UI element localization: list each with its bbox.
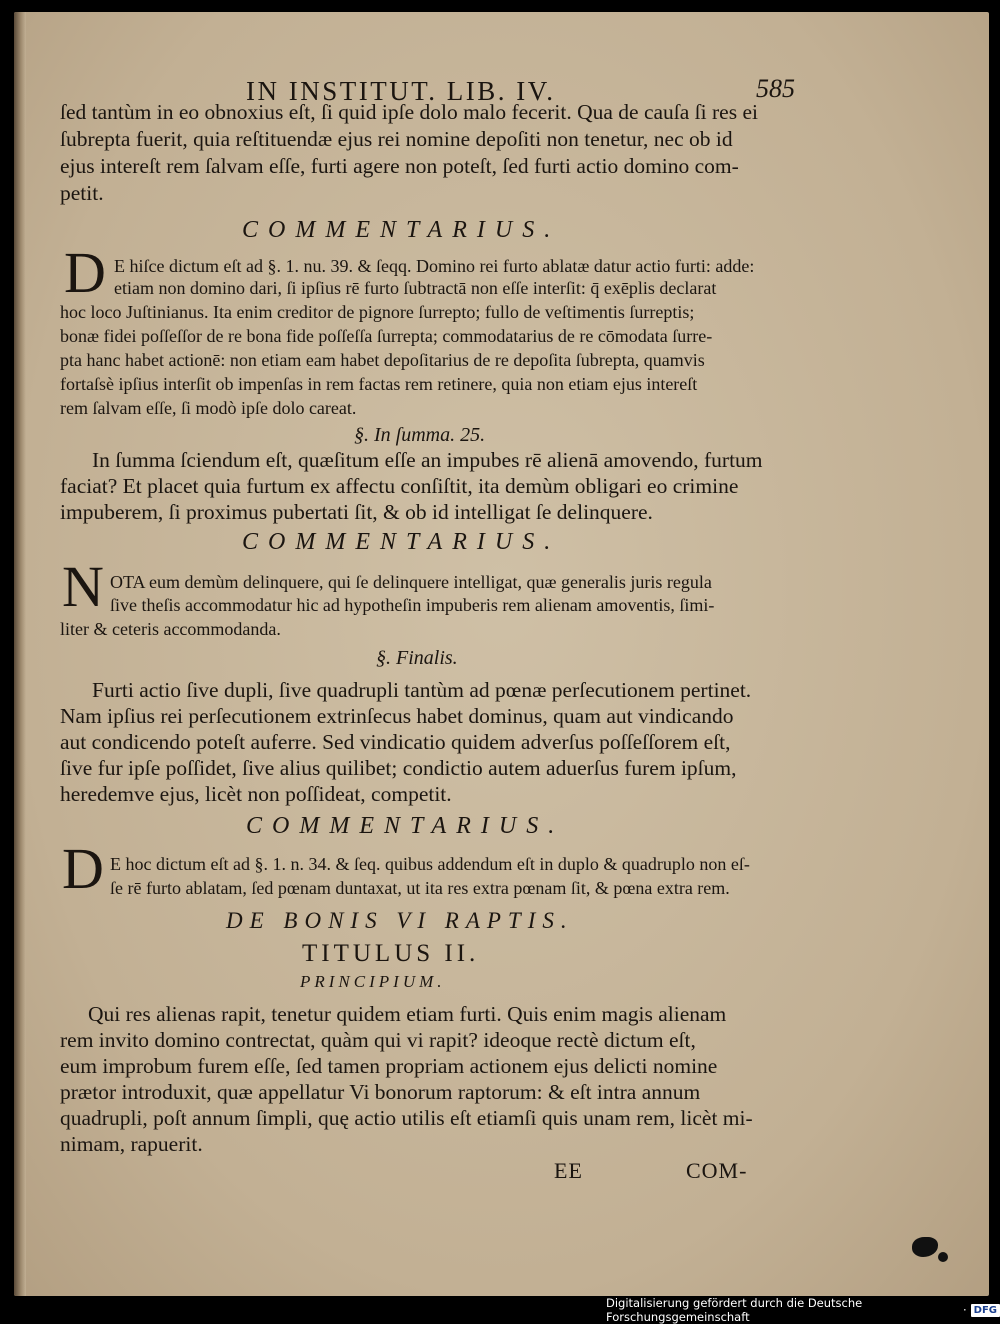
text-line: Qui res alienas rapit, tenetur quidem etiam furti. Quis enim magis alienam (88, 1002, 727, 1026)
catchword: COM- (686, 1158, 748, 1183)
text-line: aut condicendo poteſt auferre. Sed vindicatio quidem adverſus poſſeſſorem eſt, (60, 730, 731, 754)
page-spine-shadow (14, 12, 26, 1296)
text-line: liter & ceteris accommodanda. (60, 619, 281, 639)
text-line: ſe rē furto ablatam, ſed pœnam duntaxat, ut ita res extra pœnam ſit, & pœna extra rem. (110, 878, 730, 898)
footer-credit: Digitalisierung gefördert durch die Deutsche Forschungsgemeinschaft (606, 1296, 863, 1324)
text-line: heredemve ejus, licèt non poſſideat, competit. (60, 782, 452, 806)
text-line: impuberem, ſi proximus pubertati ſit, & ob id intelligat ſe delinquere. (60, 500, 653, 524)
drop-cap: N (62, 554, 104, 619)
ink-blot (938, 1252, 948, 1262)
text-line: nimam, rapuerit. (60, 1132, 203, 1156)
text-line: fortaſsè ipſius interſit ob impenſas in rem factas rem retinere, quia non etiam ejus intereſt (60, 374, 698, 394)
text-line: ſive theſis accommodatur hic ad hypotheſin impuberis rem alienam amoventis, ſimi- (110, 595, 715, 615)
commentarius-heading: COMMENTARIUS. (242, 529, 561, 555)
text-line: pta hanc habet actionē: non etiam eam habet depoſitarius de re depoſita ſubrepta, quamvis (60, 350, 705, 370)
digitization-footer (606, 1296, 1000, 1324)
commentarius-heading: COMMENTARIUS. (242, 217, 561, 243)
text-line: ſed tantùm in eo obnoxius eſt, ſi quid ipſe dolo malo fecerit. Qua de cauſa ſi res ei (60, 100, 758, 124)
drop-cap: D (62, 836, 104, 901)
text-line: OTA eum demùm delinquere, qui ſe delinquere intelligat, quæ generalis juris regula (110, 572, 712, 592)
running-title: IN INSTITUT. LIB. IV. (246, 76, 556, 106)
text-line: Nam ipſius rei perſecutionem extrinſecus habet dominus, quam aut vindicando (60, 704, 734, 728)
text-line: ejus intereſt rem ſalvam eſſe, furti agere non poteſt, ſed furti actio domino com- (60, 154, 739, 178)
titulus-heading: TITULUS II. (302, 940, 480, 967)
section-heading: §. Finalis. (376, 647, 458, 669)
text-line: prætor introduxit, quæ appellatur Vi bonorum raptorum: & eſt intra annum (60, 1080, 701, 1104)
commentarius-heading: COMMENTARIUS. (246, 813, 565, 839)
text-line: bonæ fidei poſſeſſor de re bona fide poſſeſſa ſurrepta; commodatarius de re cōmodata ſurre- (60, 326, 713, 346)
text-line: hoc loco Juſtinianus. Ita enim creditor de pignore ſurrepto; fullo de veſtimentis ſurreptis; (60, 302, 695, 322)
text-line: E hiſce dictum eſt ad §. 1. nu. 39. & ſeqq. Domino rei furto ablatæ datur actio furti: adde: (114, 256, 755, 276)
text-line: eum improbum furem eſſe, ſed tamen propriam actionem ejus delicti nomine (60, 1054, 718, 1078)
title-heading: DE BONIS VI RAPTIS. (226, 908, 574, 933)
ink-blot (912, 1237, 938, 1257)
text-line: rem invito domino contrectat, quàm qui vi rapit? ideoque rectè dictum eſt, (60, 1028, 696, 1052)
footer-separator: · (963, 1303, 967, 1317)
text-line: etiam non domino dari, ſi ipſius rē furto ſubtractā non eſſe interſit: q̄ exēplis declarat (114, 278, 717, 298)
principium-heading: PRINCIPIUM. (300, 972, 446, 991)
section-heading: §. In ſumma. 25. (354, 424, 486, 446)
text-line: ſubrepta fuerit, quia reſtituendæ ejus rei nomine depoſiti non tenetur, nec ob id (60, 127, 733, 151)
text-line: E hoc dictum eſt ad §. 1. n. 34. & ſeq. quibus addendum eſt in duplo & quadruplo non eſ- (110, 854, 750, 874)
dfg-logo: DFG (971, 1304, 1000, 1317)
signature-mark: EE (554, 1158, 583, 1183)
text-line: petit. (60, 181, 104, 205)
text-line: quadrupli, poſt annum ſimpli, quę actio utilis eſt etiamſi quis unam rem, licèt mi- (60, 1106, 753, 1130)
text-line: ſive fur ipſe poſſidet, ſive alius quilibet; condictio autem aduerſus furem ipſum, (60, 756, 737, 780)
text-line: Furti actio ſive dupli, ſive quadrupli tantùm ad pœnæ perſecutionem pertinet. (92, 678, 752, 702)
page-number: 585 (756, 74, 795, 103)
scanned-page (14, 12, 989, 1296)
text-line: rem ſalvam eſſe, ſi modò ipſe dolo careat. (60, 398, 357, 418)
drop-cap: D (64, 240, 106, 305)
text-line: In ſumma ſciendum eſt, quæſitum eſſe an impubes rē alienā amovendo, furtum (92, 448, 763, 472)
text-line: faciat? Et placet quia furtum ex affectu conſiſtit, ita demùm obligari eo crimine (60, 474, 739, 498)
